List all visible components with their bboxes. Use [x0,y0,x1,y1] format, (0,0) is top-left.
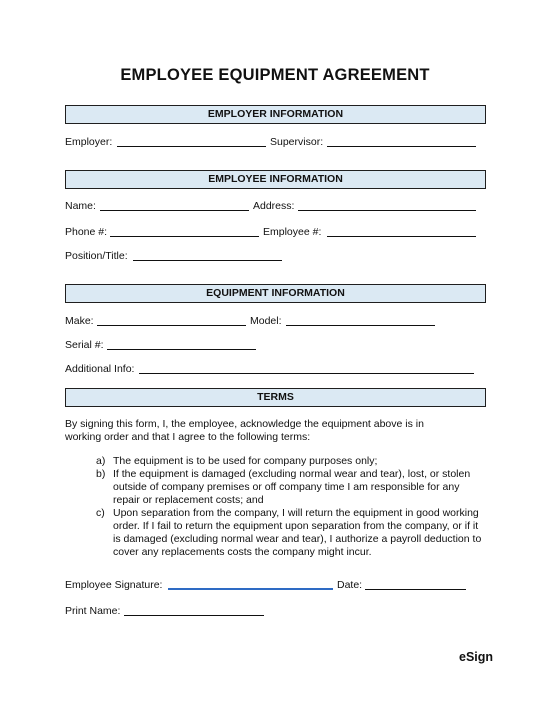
supervisor-label: Supervisor: [270,136,324,148]
row-signature [65,578,485,592]
serial-field[interactable] [107,349,256,350]
terms-item-marker: b) [96,468,106,480]
terms-item [96,455,486,468]
row-phone-employee [65,225,485,239]
row-position [65,249,485,263]
row-serial [65,338,485,352]
name-label: Name: [65,200,96,212]
terms-intro: By signing this form, I, the employee, acknowledge the equipment above is in working order and that I agree to the following terms: [65,418,424,443]
terms-item-text: If the equipment is damaged (excluding normal wear and tear), lost, or stolen outside of company premises or off company time I am responsible for any repair or replacement costs; and [113,468,471,506]
additional-info-field[interactable] [139,373,474,374]
signature-label: Employee Signature: [65,579,163,591]
section-header-equipment: EQUIPMENT INFORMATION [65,284,486,303]
terms-item [96,468,486,507]
section-header-terms: TERMS [65,388,486,407]
position-field[interactable] [133,260,282,261]
model-field[interactable] [286,325,435,326]
terms-list [96,455,486,559]
make-field[interactable] [97,325,246,326]
row-make-model [65,314,485,328]
employee-number-label: Employee #: [263,226,322,238]
employer-label: Employer: [65,136,113,148]
address-field[interactable] [298,210,476,211]
row-employer [65,135,485,149]
print-name-field[interactable] [124,615,264,616]
date-label: Date: [337,579,363,591]
make-label: Make: [65,315,94,327]
row-print-name [65,604,485,618]
terms-item-text: Upon separation from the company, I will return the equipment in good working order. If I fail to return the equipment upon separation from the company, or if it is damaged (excluding normal wear and tear), I authorize a payroll deduction to cover any replacements costs the company might incur. [113,507,482,558]
esign-logo: eSign [459,650,494,664]
document-title: EMPLOYEE EQUIPMENT AGREEMENT [120,66,430,84]
additional-info-label: Additional Info: [65,363,135,375]
print-name-label: Print Name: [65,605,121,617]
terms-item-marker: a) [96,455,106,467]
position-label: Position/Title: [65,250,128,262]
section-header-employee: EMPLOYEE INFORMATION [65,170,486,189]
row-name-address [65,199,485,213]
signature-field[interactable] [168,588,333,590]
phone-field[interactable] [110,236,259,237]
supervisor-field[interactable] [327,146,476,147]
phone-label: Phone #: [65,226,108,238]
name-field[interactable] [100,210,249,211]
terms-item-text: The equipment is to be used for company purposes only; [113,455,378,467]
row-additional-info [65,362,485,376]
terms-item [96,507,486,559]
model-label: Model: [250,315,282,327]
employee-number-field[interactable] [327,236,476,237]
serial-label: Serial #: [65,339,104,351]
date-field[interactable] [365,589,466,590]
address-label: Address: [253,200,295,212]
employer-field[interactable] [117,146,266,147]
section-header-employer: EMPLOYER INFORMATION [65,105,486,124]
terms-item-marker: c) [96,507,105,519]
